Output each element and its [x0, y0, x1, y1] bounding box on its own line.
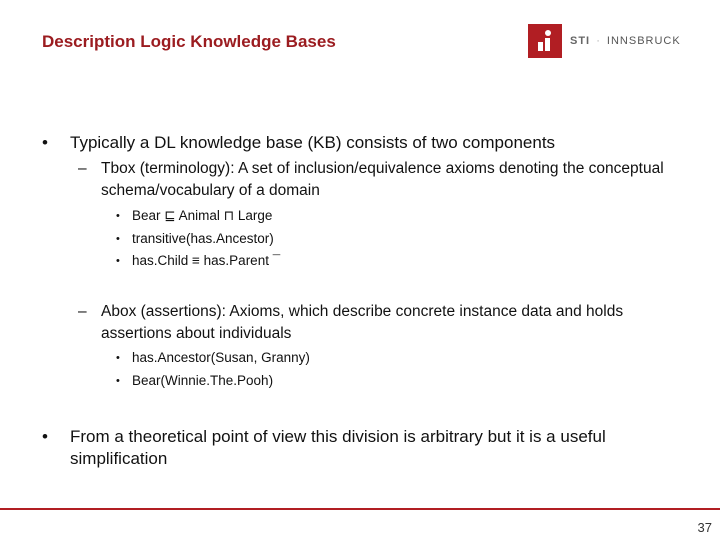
axiom-text: has.Child ≡ has.Parent ¯ — [132, 253, 281, 268]
sti-logo-wordmark — [570, 35, 681, 47]
logo-separator: · — [596, 35, 601, 47]
axiom-text: Bear ⊑ Animal ⊓ Large — [132, 208, 273, 223]
bullet-text: From a theoretical point of view this division is arbitrary but it is a useful simplification — [70, 427, 606, 468]
slide-title: Description Logic Knowledge Bases — [42, 32, 336, 51]
dash-marker: – — [78, 160, 87, 177]
assertion-text: Bear(Winnie.The.Pooh) — [132, 373, 274, 388]
bullet-dot: • — [116, 233, 120, 245]
bullet-dot: • — [116, 352, 120, 364]
bullet-dot: • — [116, 210, 120, 222]
bullet-dot: • — [116, 255, 120, 267]
tbox-text: Tbox (terminology): A set of inclusion/equivalence axioms denoting the conceptual schema/vocabulary of a domain — [101, 160, 664, 199]
sti-logo-icon — [528, 24, 562, 58]
bullet-dot: • — [116, 375, 120, 387]
bullet-dot: • — [42, 133, 48, 152]
page-number: 37 — [697, 520, 712, 535]
axiom-text: transitive(has.Ancestor) — [132, 231, 274, 246]
bullet-text: Typically a DL knowledge base (KB) consists of two components — [70, 133, 556, 152]
sti-logo — [528, 24, 681, 58]
footer-rule — [0, 508, 720, 510]
assertion-text: has.Ancestor(Susan, Granny) — [132, 350, 310, 365]
logo-secondary: INNSBRUCK — [606, 35, 681, 47]
logo-primary: STI — [570, 35, 591, 47]
dash-marker: – — [78, 303, 87, 320]
abox-text: Abox (assertions): Axioms, which describe concrete instance data and holds assertions about individuals — [101, 303, 624, 342]
bullet-dot: • — [42, 427, 48, 446]
